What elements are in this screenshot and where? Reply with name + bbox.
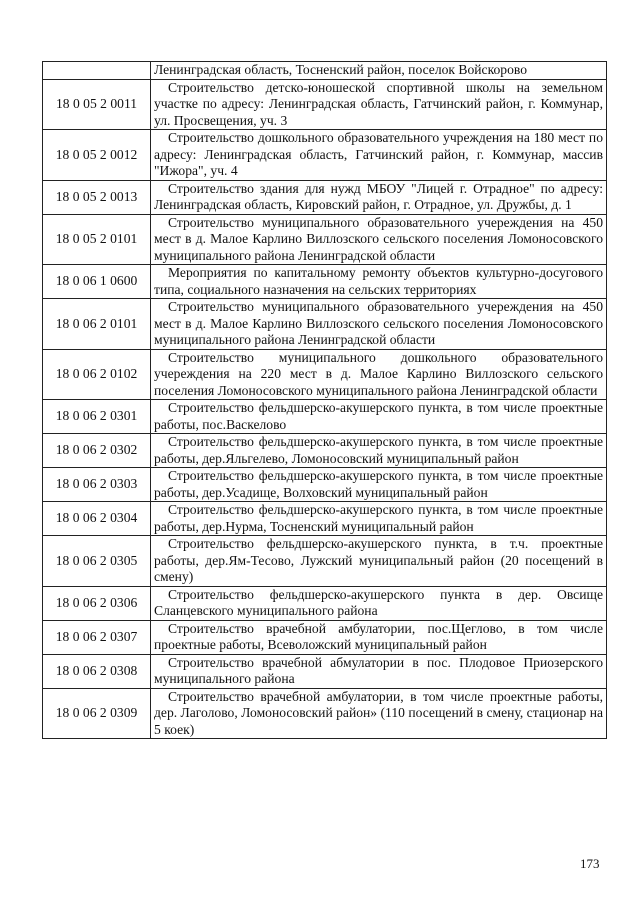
- row-description: Строительство здания для нужд МБОУ "Лицей г. Отрадное" по адресу: Ленинградская область, Кировский район, г. Отрадное, ул. Дружбы, д. 1: [151, 180, 607, 214]
- table-row: [43, 688, 607, 739]
- row-code: 18 0 06 1 0600: [43, 265, 151, 299]
- row-description: Строительство дошкольного образовательного учреждения на 180 мест по адресу: Ленинградская область, Гатчинский район, г. Коммунар, массив "Ижора", уч. 4: [151, 130, 607, 181]
- row-description: Строительство фельдшерско-акушерского пункта в дер. Овсище Сланцевского муниципального района: [151, 586, 607, 620]
- row-code: 18 0 06 2 0302: [43, 434, 151, 468]
- table-row: [43, 434, 607, 468]
- table-row: [43, 586, 607, 620]
- row-code: 18 0 06 2 0303: [43, 468, 151, 502]
- row-code: 18 0 05 2 0012: [43, 130, 151, 181]
- row-description: Строительство муниципального образовательного учереждения на 450 мест в д. Малое Карлино Виллозского сельского поселения Ломоносовского муниципального района Ленинградской области: [151, 299, 607, 350]
- table-row: [43, 654, 607, 688]
- row-description: Строительство фельдшерско-акушерского пункта, в том числе проектные работы, дер.Усадище, Волховский муниципальный район: [151, 468, 607, 502]
- row-code: 18 0 06 2 0102: [43, 349, 151, 400]
- table-row: [43, 299, 607, 350]
- row-code: 18 0 06 2 0305: [43, 536, 151, 587]
- table-row: [43, 130, 607, 181]
- table-row: [43, 349, 607, 400]
- table-row: [43, 62, 607, 80]
- row-code: 18 0 05 2 0101: [43, 214, 151, 265]
- table-row: [43, 265, 607, 299]
- row-code: 18 0 05 2 0013: [43, 180, 151, 214]
- row-code: 18 0 05 2 0011: [43, 79, 151, 130]
- row-description: Строительство муниципального дошкольного образовательного учереждения на 220 мест в д. Малое Карлино Виллозского сельского поселения Ломоносовского муниципального района Ленинградской области: [151, 349, 607, 400]
- page-number: 173: [580, 856, 600, 871]
- table-row: [43, 79, 607, 130]
- row-code: 18 0 06 2 0307: [43, 620, 151, 654]
- row-code: 18 0 06 2 0306: [43, 586, 151, 620]
- row-description: Строительство фельдшерско-акушерского пункта, в том числе проектные работы, дер.Нурма, Тосненский муниципальный район: [151, 502, 607, 536]
- table-row: [43, 468, 607, 502]
- row-description: Строительство врачебной амбулатории, пос.Щеглово, в том числе проектные работы, Всеволожский муниципальный район: [151, 620, 607, 654]
- row-description: Строительство детско-юношеской спортивной школы на земельном участке по адресу: Ленинградская область, Гатчинский район, г. Коммунар, ул. Просвещения, уч. 3: [151, 79, 607, 130]
- row-code: 18 0 06 2 0301: [43, 400, 151, 434]
- row-description: Строительство фельдшерско-акушерского пункта, в том числе проектные работы, дер.Яльгелево, Ломоносовский муниципальный район: [151, 434, 607, 468]
- table-row: [43, 536, 607, 587]
- row-description: Строительство муниципального образовательного учереждения на 450 мест в д. Малое Карлино Виллозского сельского поселения Ломоносовского муниципального района Ленинградской области: [151, 214, 607, 265]
- row-code: 18 0 06 2 0101: [43, 299, 151, 350]
- row-description: Строительство фельдшерско-акушерского пункта, в т.ч. проектные работы, дер.Ям-Тесово, Лужский муниципальный район (20 посещений в смену): [151, 536, 607, 587]
- table-row: [43, 400, 607, 434]
- table-row: [43, 214, 607, 265]
- row-description: Строительство врачебной амбулатории, в том числе проектные работы, дер. Лаголово, Ломоносовский район» (110 посещений в смену, стационар на 5 коек): [151, 688, 607, 739]
- row-description: Мероприятия по капитальному ремонту объектов культурно-досугового типа, социального назначения на сельских территориях: [151, 265, 607, 299]
- row-description: Строительство врачебной абмулатории в пос. Плодовое Приозерского муниципального района: [151, 654, 607, 688]
- table-row: [43, 502, 607, 536]
- table-row: [43, 620, 607, 654]
- row-code: [43, 62, 151, 80]
- row-description: Ленинградская область, Тосненский район, поселок Войскорово: [151, 62, 607, 80]
- table-row: [43, 180, 607, 214]
- row-code: 18 0 06 2 0309: [43, 688, 151, 739]
- row-description: Строительство фельдшерско-акушерского пункта, в том числе проектные работы, пос.Васкелово: [151, 400, 607, 434]
- row-code: 18 0 06 2 0304: [43, 502, 151, 536]
- row-code: 18 0 06 2 0308: [43, 654, 151, 688]
- budget-code-table: [42, 61, 607, 739]
